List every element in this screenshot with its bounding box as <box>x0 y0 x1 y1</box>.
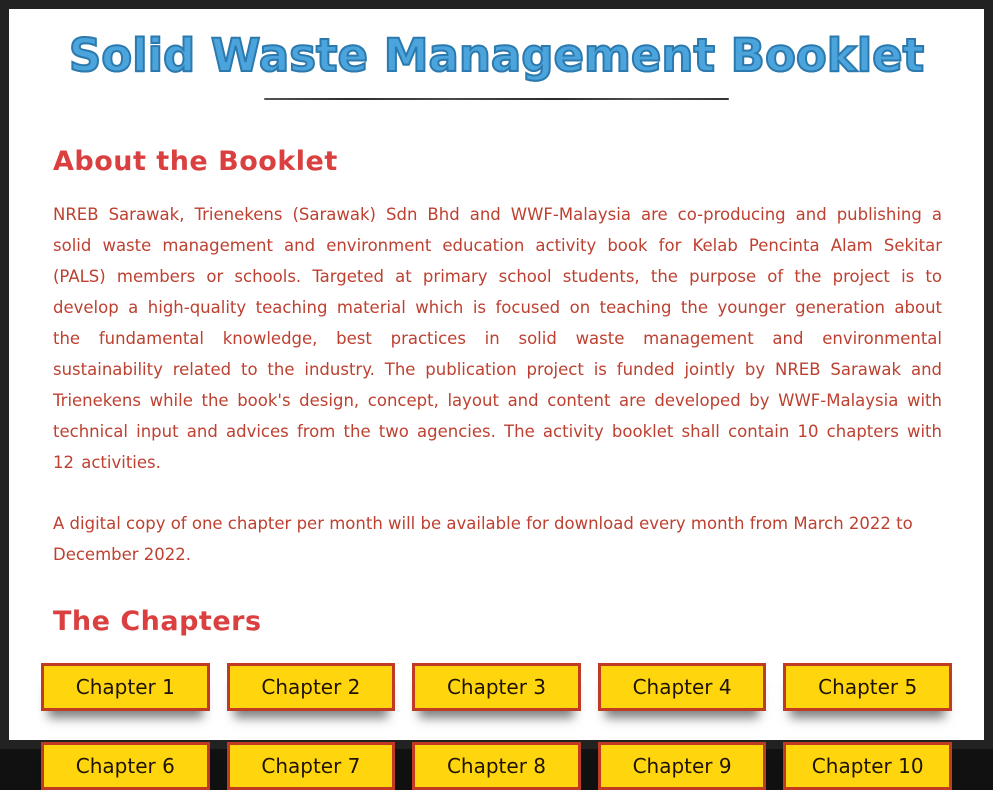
chapter-button-6[interactable]: Chapter 6 <box>41 742 210 790</box>
chapter-button-4[interactable]: Chapter 4 <box>598 663 767 711</box>
chapter-button-9[interactable]: Chapter 9 <box>598 742 767 790</box>
title-underline <box>264 98 729 100</box>
chapter-button-7[interactable]: Chapter 7 <box>227 742 396 790</box>
content-area <box>9 146 984 637</box>
chapter-button-10[interactable]: Chapter 10 <box>783 742 952 790</box>
chapter-button-3[interactable]: Chapter 3 <box>412 663 581 711</box>
chapter-button-1[interactable]: Chapter 1 <box>41 663 210 711</box>
section-heading-about: About the Booklet <box>53 146 338 177</box>
chapters-grid <box>41 663 952 790</box>
chapter-button-5[interactable]: Chapter 5 <box>783 663 952 711</box>
about-paragraph: NREB Sarawak, Trienekens (Sarawak) Sdn Bhd and WWF-Malaysia are co-producing and publishing a solid waste management and environment education activity book for Kelab Pencinta Alam Sekitar (PALS) members or schools. Targeted at primary school students, the purpose of the project is to develop a high-quality teaching material which is focused on teaching the younger generation about the fundamental knowledge, best practices in solid waste management and environmental sustainability related to the industry. The publication project is funded jointly by NREB Sarawak and Trienekens while the book's design, concept, layout and content are developed by WWF-Malaysia with technical input and advices from the two agencies. The activity booklet shall contain 10 chapters with 12 activities. <box>53 205 942 472</box>
chapter-button-8[interactable]: Chapter 8 <box>412 742 581 790</box>
section-heading-chapters: The Chapters <box>53 606 262 637</box>
availability-paragraph: A digital copy of one chapter per month will be available for download every month from March 2022 to December 2022. <box>53 514 913 564</box>
page-title: Solid Waste Management Booklet <box>68 29 925 82</box>
chapter-button-2[interactable]: Chapter 2 <box>227 663 396 711</box>
